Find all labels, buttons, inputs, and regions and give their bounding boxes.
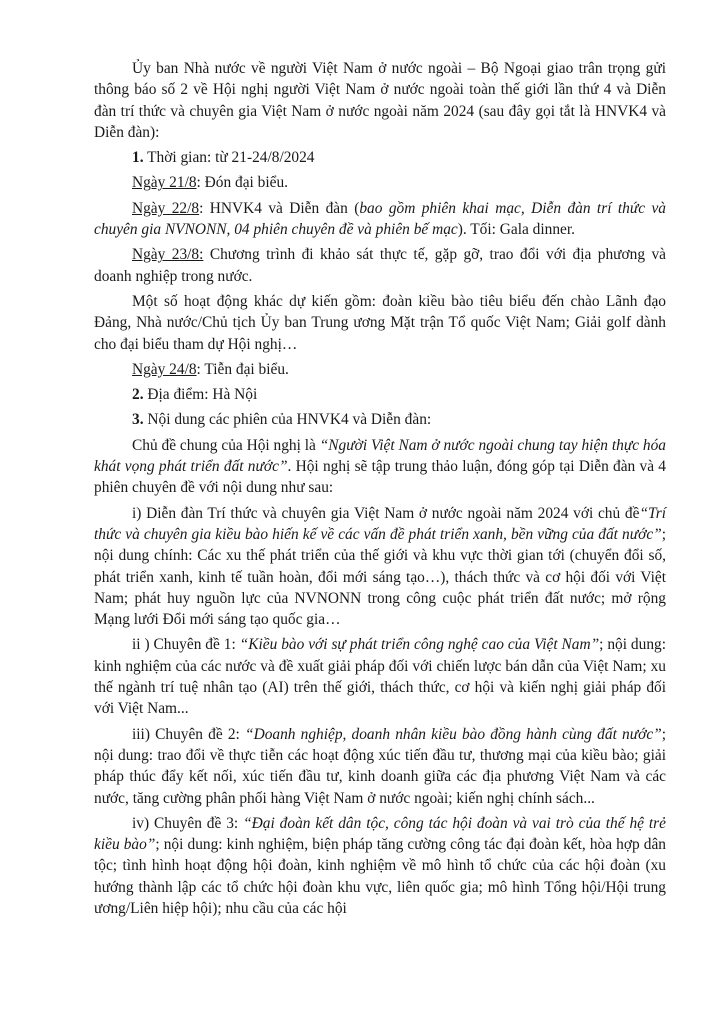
item2-post: ; nội dung: kinh nghiệm của các nước và đề xuất giải pháp đối với chiến lược bán dẫn của Việt Nam; xu thế ngành trí tuệ nhân tạo (AI) trên thế giới, thách thức, cơ hội và kiến nghị giải pháp đối với Việt Nam... bbox=[94, 636, 666, 718]
item4-italic: “Đại đoàn kết dân tộc, công tác hội đoàn và vai trò của thế hệ trẻ kiều bào” bbox=[94, 814, 666, 854]
day22-paragraph bbox=[94, 198, 666, 241]
day22-pre: : HNVK4 và Diễn đàn ( bbox=[199, 199, 360, 217]
item2-paragraph bbox=[94, 634, 666, 719]
day24-text: : Tiễn đại biểu. bbox=[196, 360, 289, 378]
time-text: Thời gian: từ 21-24/8/2024 bbox=[143, 149, 315, 167]
item3-italic: “Doanh nghiệp, doanh nhân kiều bào đồng hành cùng đất nước” bbox=[245, 725, 662, 743]
section-number: 1. bbox=[132, 149, 144, 167]
day21-date: Ngày 21/8 bbox=[132, 174, 197, 192]
theme-paragraph bbox=[94, 435, 666, 499]
content-heading-paragraph bbox=[94, 409, 666, 430]
item4-pre: iv) Chuyên đề 3: bbox=[132, 814, 244, 832]
item1-paragraph bbox=[94, 503, 666, 631]
item1-pre: i) Diễn đàn Trí thức và chuyên gia Việt Nam ở nước ngoài năm 2024 với chủ đề bbox=[132, 504, 640, 522]
day23-paragraph bbox=[94, 244, 666, 287]
day22-date: Ngày 22/8 bbox=[132, 199, 200, 217]
section-number: 3. bbox=[132, 411, 144, 429]
day22-post: ). Tối: Gala dinner. bbox=[457, 221, 575, 239]
theme-pre: Chủ đề chung của Hội nghị là bbox=[132, 436, 320, 454]
item2-pre: ii ) Chuyên đề 1: bbox=[132, 636, 240, 654]
other-activities-paragraph: Một số hoạt động khác dự kiến gồm: đoàn kiều bào tiêu biểu đến chào Lãnh đạo Đảng, Nhà nước/Chủ tịch Ủy ban Trung ương Mặt trận Tổ quốc Việt Nam; Giải golf dành cho đại biểu tham dự Hội nghị… bbox=[94, 292, 666, 353]
time-paragraph bbox=[94, 147, 666, 168]
day24-date: Ngày 24/8 bbox=[132, 360, 197, 378]
day21-paragraph bbox=[94, 172, 666, 193]
theme-italic: “Người Việt Nam ở nước ngoài chung tay hiện thực hóa khát vọng phát triển đất nước” bbox=[94, 436, 666, 476]
item4-paragraph bbox=[94, 813, 666, 919]
item1-italic: “Trí thức và chuyên gia kiều bào hiến kế về các vấn đề phát triển xanh, bền vững của đất nước” bbox=[94, 504, 666, 543]
section-number: 2. bbox=[132, 386, 144, 404]
item3-post: ; nội dung: trao đổi về thực tiễn các hoạt động xúc tiến đầu tư, thương mại của kiều bào; giải pháp thúc đẩy kết nối, xúc tiến đầu tư, kinh doanh giữa các địa phương Việt Nam và các nước, tăng cường phân phối hàng Việt Nam ở nước ngoài; kiến nghị chính sách... bbox=[94, 725, 666, 807]
content-heading-text: Nội dung các phiên của HNVK4 và Diễn đàn: bbox=[143, 411, 432, 429]
item4-post: ; nội dung: kinh nghiệm, biện pháp tăng cường công tác đại đoàn kết, hòa hợp dân tộc; tình hình hoạt động hội đoàn, kinh nghiệm về mô hình tổ chức của các hội đoàn (xu hướng thành lập các tổ chức hội đoàn khu vực, liên quốc gia; mô hình Tổng hội/Hội trung ương/Liên hiệp hội); nhu cầu của các hội bbox=[94, 836, 666, 917]
day23-text: Chương trình đi khảo sát thực tế, gặp gỡ, trao đổi với địa phương và doanh nghiệp trong nước. bbox=[94, 246, 666, 285]
location-text: Địa điểm: Hà Nội bbox=[143, 386, 258, 404]
day24-paragraph bbox=[94, 359, 666, 380]
day21-text: : Đón đại biểu. bbox=[196, 174, 289, 192]
location-paragraph bbox=[94, 384, 666, 405]
intro-paragraph: Ủy ban Nhà nước về người Việt Nam ở nước ngoài – Bộ Ngoại giao trân trọng gửi thông báo số 2 về Hội nghị người Việt Nam ở nước ngoài toàn thế giới lần thứ 4 và Diễn đàn trí thức và chuyên gia Việt Nam ở nước ngoài năm 2024 (sau đây gọi tắt là HNVK4 và Diễn đàn): bbox=[94, 60, 666, 141]
day23-date: Ngày 23/8: bbox=[132, 246, 204, 264]
item2-italic: “Kiều bào với sự phát triển công nghệ cao của Việt Nam” bbox=[239, 636, 600, 654]
item3-paragraph bbox=[94, 724, 666, 809]
theme-post: . Hội nghị sẽ tập trung thảo luận, đóng góp tại Diễn đàn và 4 phiên chuyên đề với nội dung như sau: bbox=[94, 458, 666, 497]
document-page bbox=[94, 58, 666, 923]
item1-post: ; nội dung chính: Các xu thế phát triển của thế giới và khu vực thời gian tới (chuyển đổi số, phát triển xanh, kinh tế tuần hoàn, đổi mới sáng tạo…), thách thức và cơ hội đối với Việt Nam; phát huy nguồn lực của NVNONN trong công cuộc phát triển đất nước; mở rộng Mạng lưới Đổi mới sáng tạo quốc gia… bbox=[94, 525, 666, 629]
day22-italic: bao gồm phiên khai mạc, Diễn đàn trí thức và chuyên gia NVNONN, 04 phiên chuyên đề và phiên bế mạc bbox=[94, 199, 666, 239]
item3-pre: iii) Chuyên đề 2: bbox=[132, 725, 246, 743]
